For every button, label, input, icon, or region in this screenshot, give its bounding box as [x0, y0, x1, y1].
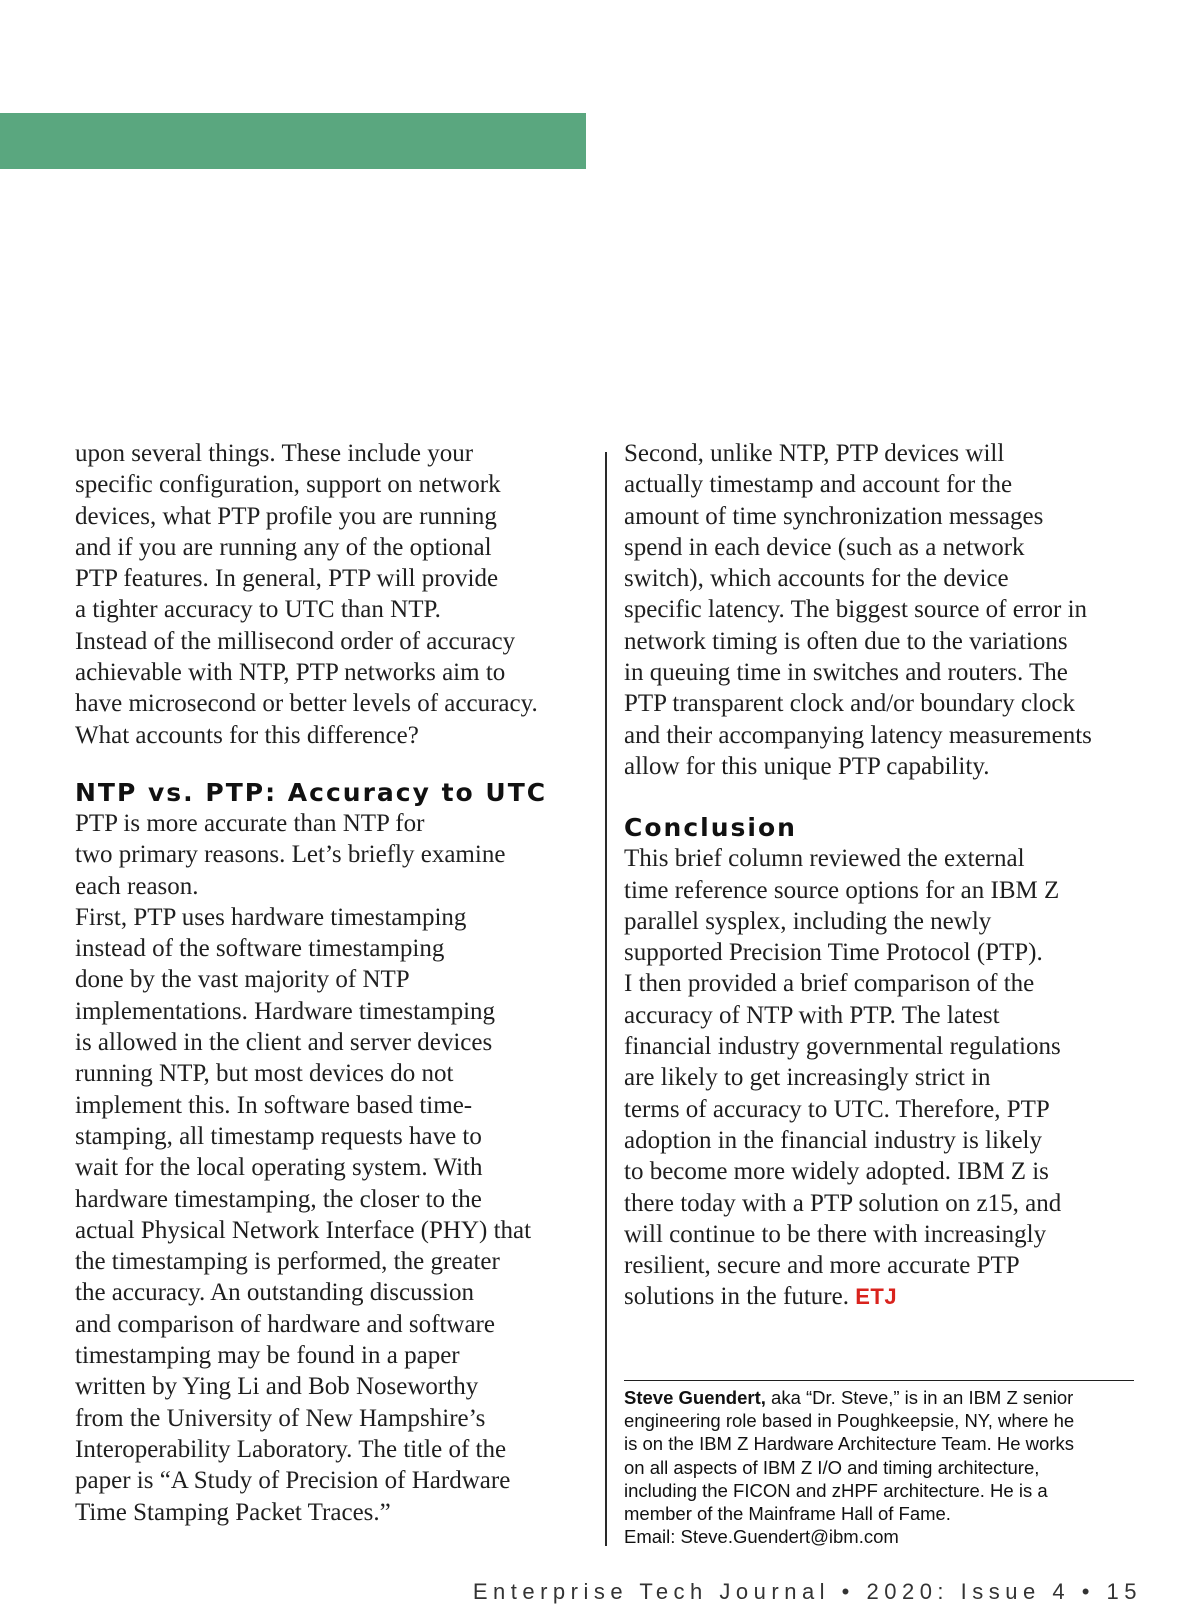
right-paragraph-2 — [624, 843, 1144, 1312]
section-heading-conclusion: Conclusion — [624, 813, 797, 843]
header-accent-bar — [0, 113, 586, 169]
author-bio-text: aka “Dr. Steve,” is in an IBM Z senior engineering role based in Poughkeepsie, NY, where he is on the IBM Z Hardware Architecture Team. He works on all aspects of IBM Z I/O and timing architecture, including the FICON and zHPF architecture. He is a member of the Mainframe Hall of Fame. Email: Steve.Guendert@ibm.com — [624, 1387, 1075, 1548]
left-paragraph-1: upon several things. These include your specific configuration, support on network devices, what PTP profile you are running and if you are running any of the optional PTP features. In general, PTP will provide a tighter accuracy to UTC than NTP. Instead of the millisecond order of accuracy achievable with NTP, PTP networks aim to have microsecond or better levels of accuracy. What accounts for this difference? — [75, 440, 538, 749]
author-bio — [624, 1386, 1144, 1548]
left-paragraph-3: First, PTP uses hardware timestamping instead of the software timestamping done by the vast majority of NTP implementations. Hardware timestamping is allowed in the client and server devices running NTP, but most devices do not implement this. In software based time- stamping, all timestamp requests have to wait for the local operating system. With hardware timestamping, the closer to the actual Physical Network Interface (PHY) that the timestamping is performed, the greater the accuracy. An outstanding discussion and comparison of hardware and software timestamping may be found in a paper written by Ying Li and Bob Noseworthy from the University of New Hampshire’s Interoperability Laboratory. The title of the paper is “A Study of Precision of Hardware Time Stamping Packet Traces.” — [75, 903, 532, 1526]
conclusion-text: This brief column reviewed the external time reference source options for an IBM Z parallel sysplex, including the newly supported Precision Time Protocol (PTP). I then provided a brief comparison of the accuracy of NTP with PTP. The latest financial industry governmental regulations are likely to get increasingly strict in terms of accuracy to UTC. Therefore, PTP adoption in the financial industry is likely to become more widely adopted. IBM Z is there today with a PTP solution on z15, and will continue to be there with increasingly resilient, secure and more accurate PTP solutions in the future. — [624, 845, 1062, 1311]
author-name: Steve Guendert, — [624, 1387, 766, 1408]
right-column — [624, 438, 1144, 1313]
page-footer: Enterprise Tech Journal • 2020: Issue 4 • 15 — [472, 1579, 1142, 1604]
right-paragraph-1: Second, unlike NTP, PTP devices will actually timestamp and account for the amount of time synchronization messages spend in each device (such as a network switch), which accounts for the device specific latency. The biggest source of error in network timing is often due to the variations in queuing time in switches and routers. The PTP transparent clock and/or boundary clock and their accompanying latency measurements allow for this unique PTP capability. — [624, 440, 1092, 780]
section-heading-ntp-vs-ptp: NTP vs. PTP: Accuracy to UTC — [75, 777, 548, 807]
left-column — [75, 438, 595, 1528]
column-divider — [605, 452, 607, 1546]
bio-divider — [624, 1380, 1134, 1381]
left-paragraph-2: PTP is more accurate than NTP for two primary reasons. Let’s briefly examine each reason. — [75, 809, 506, 900]
etj-end-mark: ETJ — [855, 1284, 898, 1310]
